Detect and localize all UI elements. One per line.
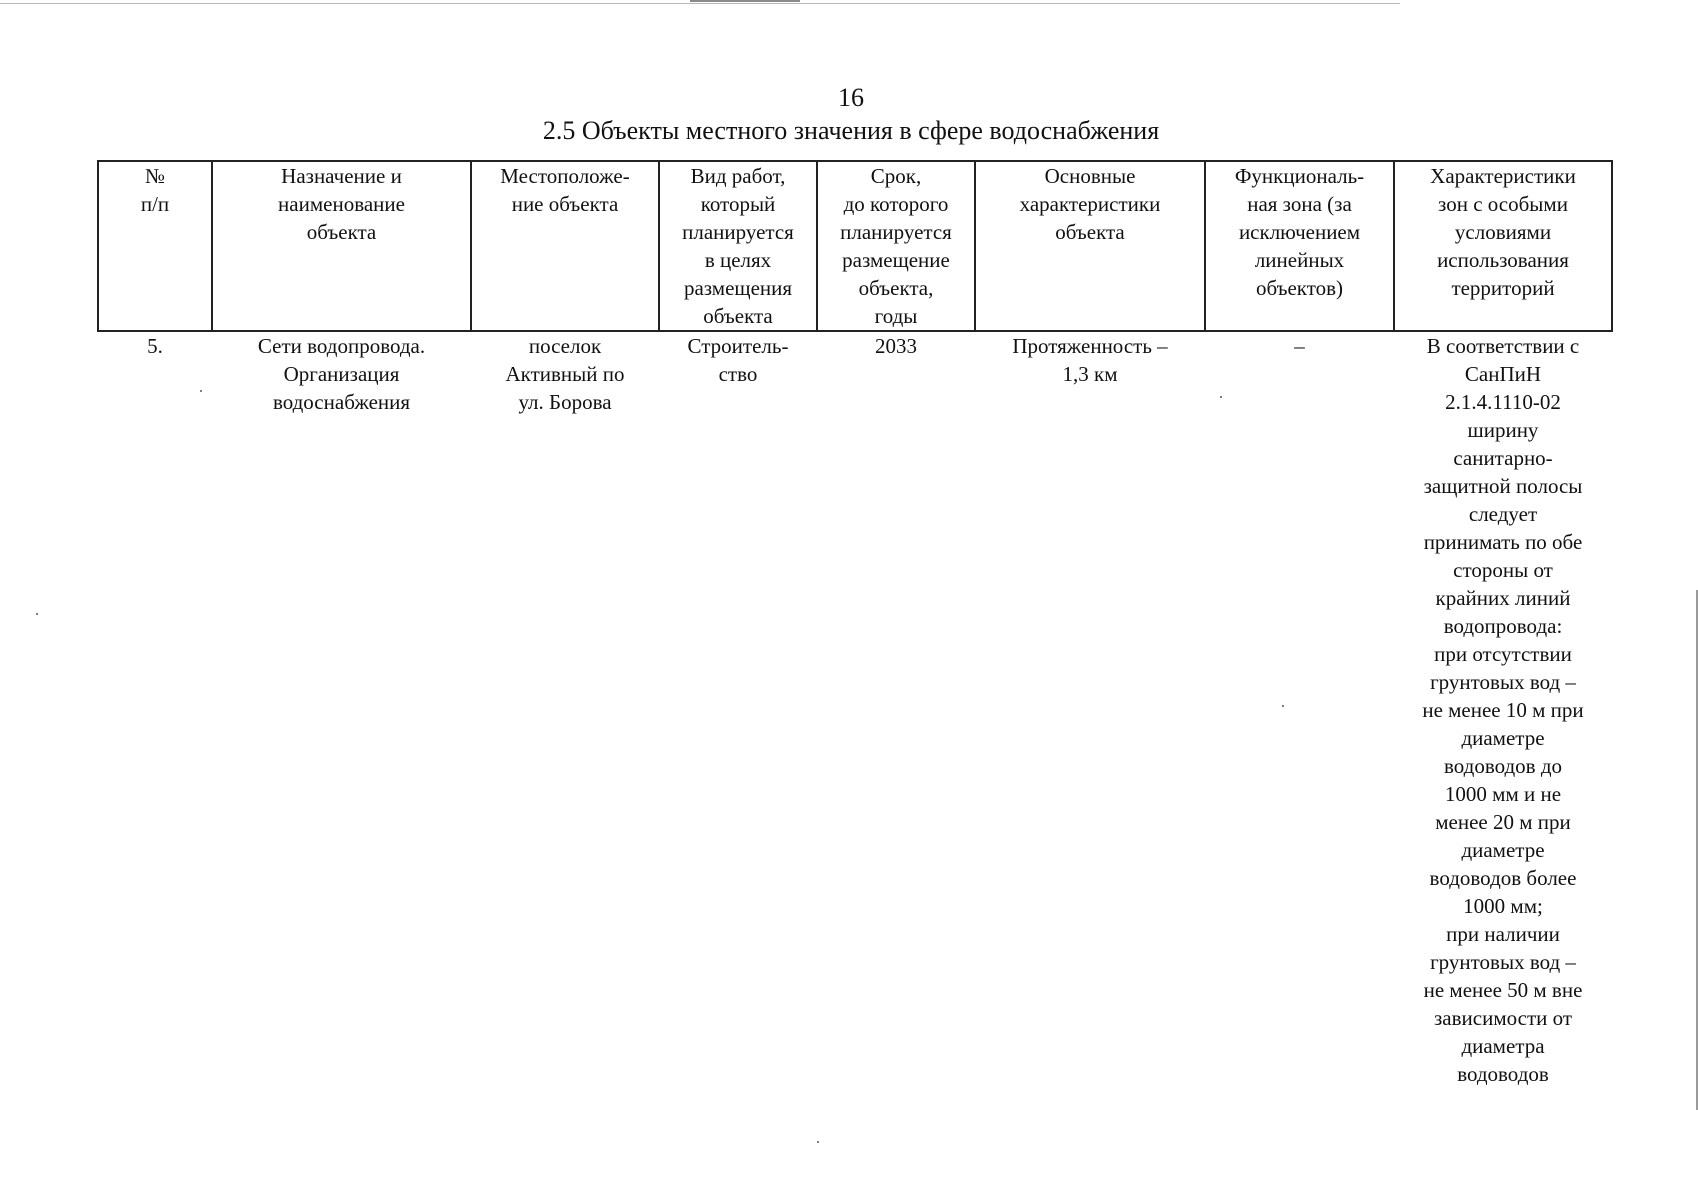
cell-line: Организация	[283, 362, 400, 386]
cell-line: диаметре	[1461, 838, 1545, 862]
cell-line: п/п	[140, 192, 170, 216]
cell-line: Строитель-	[687, 334, 789, 358]
cell-line: Основные	[1044, 164, 1136, 188]
cell-line: Назначение и	[281, 164, 402, 188]
cell-line: Функциональ-	[1234, 164, 1365, 188]
cell-deadline	[817, 331, 975, 1088]
cell-line: Характеристики	[1430, 164, 1576, 188]
cell-line: исключением	[1238, 220, 1361, 244]
cell-line: водопровода:	[1443, 614, 1563, 638]
cell-line: стороны от	[1453, 558, 1553, 582]
cell-line: территорий	[1451, 276, 1555, 300]
cell-line: линейных	[1254, 248, 1345, 272]
cell-line: защитной полосы	[1423, 474, 1583, 498]
scan-speck	[817, 1141, 819, 1143]
cell-line: водоводов до	[1443, 754, 1563, 778]
scan-edge-top	[0, 3, 1400, 4]
cell-line: грунтовых вод –	[1430, 950, 1576, 974]
cell-line: использования	[1437, 248, 1569, 272]
cell-line: планируется	[840, 220, 952, 244]
cell-line: Протяженность –	[1012, 334, 1168, 358]
cell-line: не менее 10 м при	[1422, 698, 1584, 722]
cell-line: следует	[1468, 502, 1538, 526]
cell-line: поселок	[528, 334, 602, 358]
cell-line: Вид работ,	[690, 164, 786, 188]
header-main-characteristics	[975, 161, 1205, 331]
cell-special-zones	[1394, 331, 1612, 1088]
cell-line: 1000 мм и не	[1444, 782, 1562, 806]
cell-purpose-name	[212, 331, 471, 1088]
cell-location	[471, 331, 659, 1088]
cell-line: годы	[874, 304, 918, 328]
cell-line: 1,3 км	[1062, 362, 1118, 386]
header-functional-zone	[1205, 161, 1394, 331]
scan-speck	[36, 613, 38, 615]
cell-line: который	[700, 192, 776, 216]
cell-functional-zone	[1205, 331, 1394, 1088]
cell-line: ул. Борова	[518, 390, 612, 414]
section-title: 2.5 Объекты местного значения в сфере водоснабжения	[542, 116, 1160, 145]
cell-line: грунтовых вод –	[1430, 670, 1576, 694]
cell-line: ная зона (за	[1247, 192, 1352, 216]
cell-line: диаметре	[1461, 726, 1545, 750]
cell-work-type	[659, 331, 817, 1088]
cell-line: 5.	[147, 334, 163, 358]
cell-line: размещение	[842, 248, 950, 272]
objects-table	[97, 160, 1613, 1088]
cell-line: размещения	[683, 276, 793, 300]
cell-line: водоводов более	[1429, 866, 1577, 890]
cell-line: 1000 мм;	[1463, 894, 1543, 918]
cell-line: объекта	[306, 220, 377, 244]
cell-line: объекта	[1055, 220, 1125, 244]
header-purpose-name	[212, 161, 471, 331]
cell-main-characteristics	[975, 331, 1205, 1088]
cell-line: 2033	[875, 334, 917, 358]
header-deadline	[817, 161, 975, 331]
cell-line: при отсутствии	[1434, 642, 1572, 666]
cell-line: зависимости от	[1433, 1006, 1573, 1030]
cell-line: крайних линий	[1435, 586, 1571, 610]
cell-line: №	[144, 164, 166, 188]
cell-line: ние объекта	[511, 192, 619, 216]
cell-line: планируется	[682, 220, 794, 244]
cell-line: 2.1.4.1110-02	[1445, 390, 1561, 414]
cell-line: объектов)	[1255, 276, 1344, 300]
cell-line: Сети водопровода.	[257, 334, 426, 358]
cell-line: характеристики	[1019, 192, 1161, 216]
cell-line: ширину	[1467, 418, 1539, 442]
cell-line: ство	[718, 362, 758, 386]
cell-line: наименование	[278, 192, 405, 216]
table-header-row	[98, 161, 1612, 331]
cell-line: объекта	[703, 304, 773, 328]
cell-line: в целях	[704, 248, 772, 272]
cell-line: не менее 50 м вне	[1423, 978, 1583, 1002]
cell-line: условиями	[1454, 220, 1552, 244]
cell-line: зон с особыми	[1438, 192, 1568, 216]
scan-edge-top-mark	[690, 0, 800, 2]
cell-line: санитарно-	[1453, 446, 1553, 470]
cell-line: менее 20 м при	[1435, 810, 1571, 834]
cell-line: диаметра	[1461, 1034, 1545, 1058]
cell-line: –	[1294, 334, 1305, 358]
cell-number	[98, 331, 212, 1088]
header-work-type	[659, 161, 817, 331]
cell-line: В соответствии с	[1426, 334, 1580, 358]
header-number	[98, 161, 212, 331]
cell-line: водоводов	[1457, 1062, 1549, 1086]
page-number: 16	[838, 83, 864, 112]
header-special-zones	[1394, 161, 1612, 331]
header-location	[471, 161, 659, 331]
table-row	[98, 331, 1612, 1088]
cell-line: Срок,	[870, 164, 922, 188]
cell-line: Местоположе-	[500, 164, 630, 188]
cell-line: объекта,	[858, 276, 934, 300]
cell-line: до которого	[843, 192, 949, 216]
cell-line: СанПиН	[1464, 362, 1542, 386]
cell-line: Активный по	[505, 362, 625, 386]
cell-line: принимать по обе	[1423, 530, 1583, 554]
cell-line: водоснабжения	[272, 390, 411, 414]
cell-line: при наличии	[1446, 922, 1560, 946]
